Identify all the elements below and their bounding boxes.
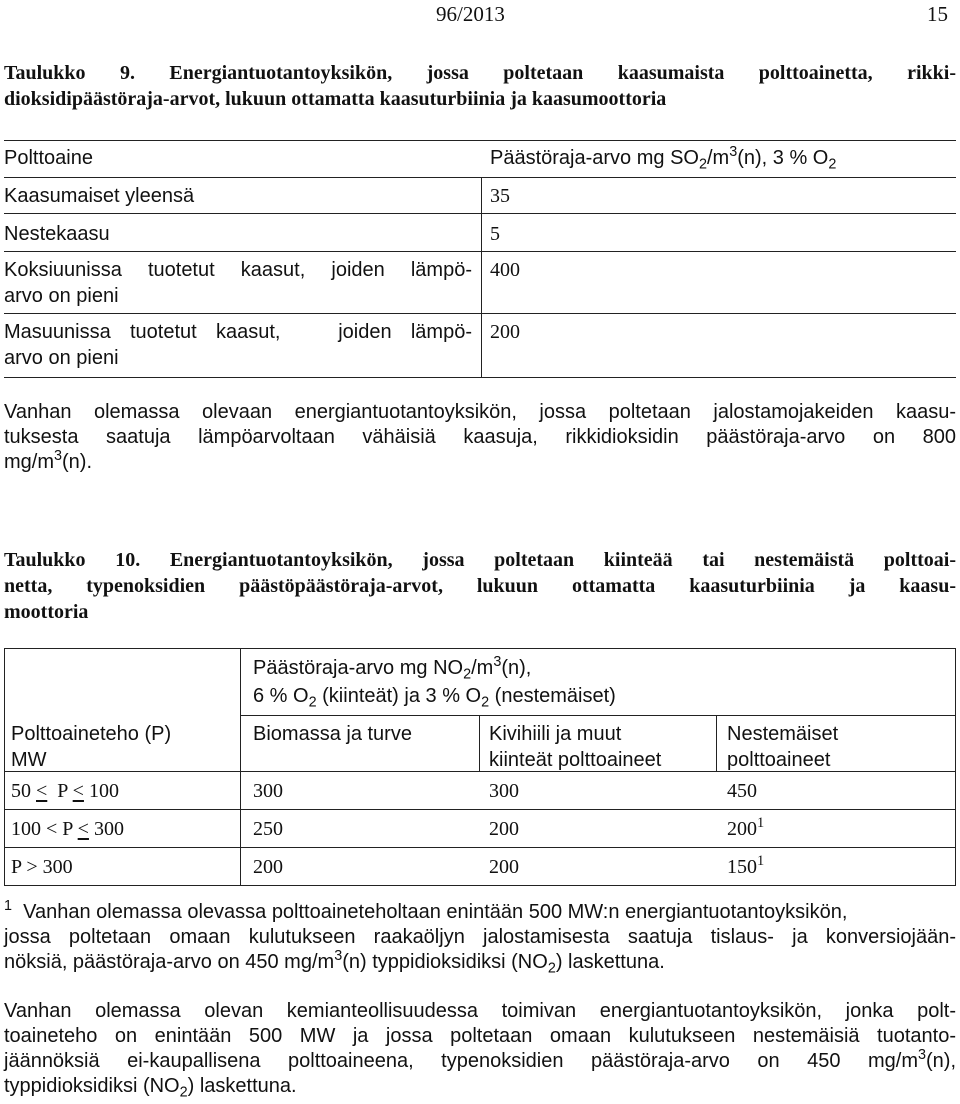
table10-row-divider [5, 847, 955, 848]
table10-column-divider [716, 715, 717, 771]
table9-value-cell: 35 [490, 185, 510, 207]
table9-caption-line: Taulukko 9. Energiantuotantoyksikön, jossa poltetaan kaasumaista polttoainetta, rikki- [4, 62, 956, 84]
table9-value-cell: 5 [490, 223, 500, 245]
table10-header-biomass: Biomassa ja turve [253, 723, 412, 745]
table9-fuel-cell: Masuunissa tuotetut kaasut, joiden lämpö- arvo on pieni [4, 321, 472, 369]
table9-row-divider [4, 213, 956, 214]
table9-row-divider [4, 251, 956, 252]
table9-fuel-cell: Kaasumaiset yleensä [4, 185, 195, 207]
table10-range-cell: 100 < P < 300 [11, 818, 124, 840]
table10-coal-cell: 200 [489, 856, 519, 878]
table9-header-fuel: Polttoaine [4, 147, 93, 169]
table10-biomass-cell: 300 [253, 780, 283, 802]
table10-column-divider [240, 649, 241, 885]
table10-header-limit-line1: Päästöraja-arvo mg $NO_2/m^3(n)$, [253, 654, 532, 683]
table10-row-divider [240, 715, 956, 716]
page-number: 15 [927, 2, 948, 26]
table10-range-cell: 50 < P < 100 [11, 780, 119, 802]
table9-value-cell: 200 [490, 321, 520, 343]
table10-header-limit-line2: 6 % $O_2$ (kiinteät) ja 3 % $O_2$ (nestemäiset) [253, 685, 616, 711]
table9-header-limit: Päästöraja-arvo mg $SO_2/m^3(n)$, 3 % $O_2$ [490, 144, 837, 173]
table10-liquid-cell: $200^1$ [727, 815, 765, 840]
table9-fuel-cell: Koksiuunissa tuotetut kaasut, joiden lämpö- arvo on pieni [4, 259, 472, 307]
paragraph-chemical-note: Vanhan olemassa olevan kemianteollisuudessa toimivan energiantuotantoyksikön, jonka polt- toaineteho on enintään 500 MW ja jossa poltetaan omaan kulutukseen nestemäisiä tuotanto- jäännöksiä ei-kaupallisena polttoaineena, typenoksidien päästöraja-arvo on 450 $mg/m^3(n)$, typpidioksidiksi $(NO_2)$ laskettuna. [4, 1000, 956, 1101]
issue-number: 96/2013 [436, 2, 505, 26]
table9-value-cell: 400 [490, 259, 520, 281]
table9 [4, 140, 956, 378]
table10-footnote: $^1$ Vanhan olemassa olevassa polttoaineteholtaan enintään 500 MW:n energiantuotantoyksikön, jossa poltetaan omaan kulutukseen raakaöljyn jalostamisesta saatuja tislaus- ja konversiojään- nöksiä, päästöraja-arvo on 450 $mg/m^3(n)$ typpidioksidiksi $(NO_2)$ laskettuna. [4, 898, 956, 977]
table10-header-coal: Kivihiili ja muut kiinteät polttoaineet [489, 723, 662, 771]
table10-caption-line: moottoria [4, 601, 89, 623]
table10-header-liquid: Nestemäiset polttoaineet [727, 723, 839, 771]
table10-caption [4, 547, 956, 625]
table10-range-cell: P > 300 [11, 856, 73, 878]
table9-column-divider [481, 177, 482, 377]
table10-coal-cell: 300 [489, 780, 519, 802]
table9-caption-line: dioksidipäästöraja-arvot, lukuun ottamatta kaasuturbiinia ja kaasumoottoria [4, 88, 667, 110]
table10-row-divider [5, 809, 955, 810]
table10-column-divider [479, 715, 480, 771]
table10 [4, 648, 956, 886]
table10-biomass-cell: 200 [253, 856, 283, 878]
table10-caption-line: Taulukko 10. Energiantuotantoyksikön, jossa poltetaan kiinteää tai nestemäistä polttoai- [4, 549, 956, 571]
table9-caption [4, 60, 956, 112]
table9-row-divider [4, 313, 956, 314]
table10-coal-cell: 200 [489, 818, 519, 840]
table9-fuel-cell: Nestekaasu [4, 223, 110, 245]
table10-header-power: Polttoaineteho (P) MW [11, 723, 172, 771]
table10-liquid-cell: $150^1$ [727, 853, 765, 878]
table10-liquid-cell: 450 [727, 780, 757, 802]
running-header [0, 0, 960, 30]
table10-caption-line: netta, typenoksidien päästöpäästöraja-arvot, lukuun ottamatta kaasuturbiinia ja kaasu- [4, 575, 956, 597]
table10-biomass-cell: 250 [253, 818, 283, 840]
paragraph-gas-note: Vanhan olemassa olevaan energiantuotantoyksikön, jossa poltetaan jalostamojakeiden kaasu- tuksesta saatuja lämpöarvoltaan vähäisiä kaasuja, rikkidioksidin päästöraja-arvo on 800 $mg/m^3(n)$. [4, 401, 956, 473]
footnote-marker: 1 [4, 898, 13, 915]
table9-row-divider [4, 177, 956, 178]
